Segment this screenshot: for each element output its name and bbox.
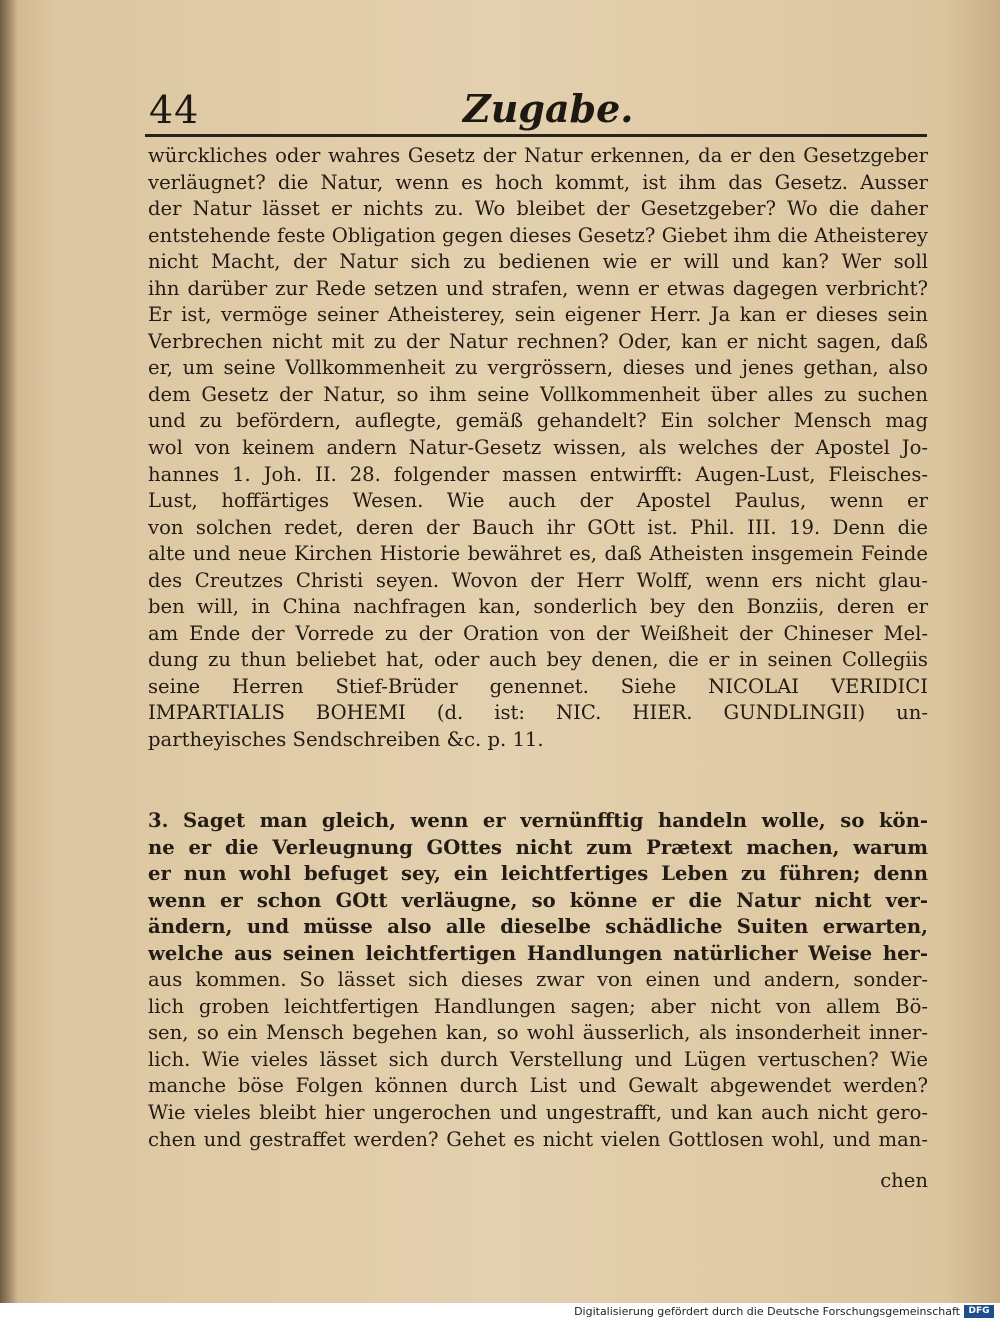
header-rule: [145, 134, 927, 137]
text-line: dung zu thun beliebet hat, oder auch bey denen, die er in seinen Collegiis: [148, 648, 928, 672]
paragraph-2: [148, 808, 928, 1153]
text-line: wenn er schon GOtt verläugne, so könne er die Natur nicht ver-: [148, 888, 928, 912]
text-line: des Creutzes Christi seyen. Wovon der Herr Wolff, wenn ers nicht glau-: [148, 568, 928, 592]
text-line: lich. Wie vieles lässet sich durch Verstellung und Lügen vertuschen? Wie: [148, 1047, 928, 1071]
text-line: Wie vieles bleibt hier ungerochen und ungestrafft, und kan auch nicht gero-: [148, 1101, 928, 1125]
text-line: am Ende der Vorrede zu der Oration von der Weißheit der Chineser Mel-: [148, 621, 928, 645]
text-line: partheyisches Sendschreiben &c. p. 11.: [148, 728, 544, 752]
text-line: 3. Saget man gleich, wenn er vernünfftig handeln wolle, so kön-: [148, 809, 928, 832]
text-line: würckliches oder wahres Gesetz der Natur erkennen, da er den Gesetzgeber: [148, 144, 928, 167]
text-line: er nun wohl befuget sey, ein leichtfertiges Leben zu führen; denn: [148, 862, 928, 886]
text-line: Lust, hoffärtiges Wesen. Wie auch der Apostel Paulus, wenn er: [148, 489, 928, 513]
text-line: IMPARTIALIS BOHEMI (d. ist: NIC. HIER. GUNDLINGII) un-: [148, 701, 928, 725]
text-line: verläugnet? die Natur, wenn es hoch kommt, ist ihm das Gesetz. Ausser: [148, 170, 928, 194]
dfg-logo-icon: DFG: [964, 1305, 994, 1318]
text-line: welche aus seinen leichtfertigen Handlungen natürlicher Weise her-: [148, 941, 928, 965]
text-line: entstehende feste Obligation gegen dieses Gesetz? Giebet ihm die Atheisterey: [148, 223, 928, 247]
text-line: dem Gesetz der Natur, so ihm seine Vollkommenheit über alles zu suchen: [148, 382, 928, 406]
text-line: wol von keinem andern Natur-Gesetz wissen, als welches der Apostel Jo-: [148, 436, 928, 460]
running-head: Zugabe.: [463, 86, 634, 131]
footer-credit: Digitalisierung gefördert durch die Deutsche Forschungsgemeinschaft: [574, 1305, 960, 1318]
text-line: aus kommen. So lässet sich dieses zwar von einen und andern, sonder-: [148, 968, 928, 992]
text-line: ändern, und müsse also alle dieselbe schädliche Suiten erwarten,: [148, 915, 928, 939]
text-line: von solchen redet, deren der Bauch ihr GOtt ist. Phil. III. 19. Denn die: [148, 515, 928, 539]
text-line: hannes 1. Joh. II. 28. folgender massen entwirfft: Augen-Lust, Fleisches-: [148, 462, 928, 486]
text-line: nicht Macht, der Natur sich zu bedienen wie er will und kan? Wer soll: [148, 250, 928, 274]
text-line: chen und gestraffet werden? Gehet es nicht vielen Gottlosen wohl, und man-: [148, 1127, 928, 1151]
paragraph-1: [148, 143, 928, 754]
text-line: und zu befördern, auflegte, gemäß gehandelt? Ein solcher Mensch mag: [148, 409, 928, 433]
text-line: ben will, in China nachfragen kan, sonderlich bey den Bonziis, deren er: [148, 595, 928, 619]
text-line: er, um seine Vollkommenheit zu vergrössern, dieses und jenes gethan, also: [148, 356, 928, 380]
spine-shadow: [0, 0, 18, 1303]
text-line: manche böse Folgen können durch List und Gewalt abgewendet werden?: [148, 1074, 928, 1098]
text-line: seine Herren Stief-Brüder genennet. Siehe NICOLAI VERIDICI: [148, 674, 928, 698]
page-header: [145, 86, 927, 134]
catchword: chen: [880, 1169, 928, 1192]
text-line: sen, so ein Mensch begehen kan, so wohl äusserlich, als insonderheit inner-: [148, 1021, 928, 1045]
digitization-footer: [0, 1303, 1000, 1321]
text-line: lich groben leichtfertigen Handlungen sagen; aber nicht von allem Bö-: [148, 994, 928, 1018]
text-line: Verbrechen nicht mit zu der Natur rechnen? Oder, kan er nicht sagen, daß: [148, 329, 928, 353]
text-line: Er ist, vermöge seiner Atheisterey, sein eigener Herr. Ja kan er dieses sein: [148, 303, 928, 327]
text-line: ne er die Verleugnung GOttes nicht zum Prætext machen, warum: [148, 835, 928, 859]
page-number: 44: [149, 88, 200, 132]
text-line: alte und neue Kirchen Historie bewähret es, daß Atheisten insgemein Feinde: [148, 542, 928, 566]
text-line: ihn darüber zur Rede setzen und strafen, wenn er etwas dagegen verbricht?: [148, 276, 928, 300]
text-line: der Natur lässet er nichts zu. Wo bleibet der Gesetzgeber? Wo die daher: [148, 197, 928, 221]
